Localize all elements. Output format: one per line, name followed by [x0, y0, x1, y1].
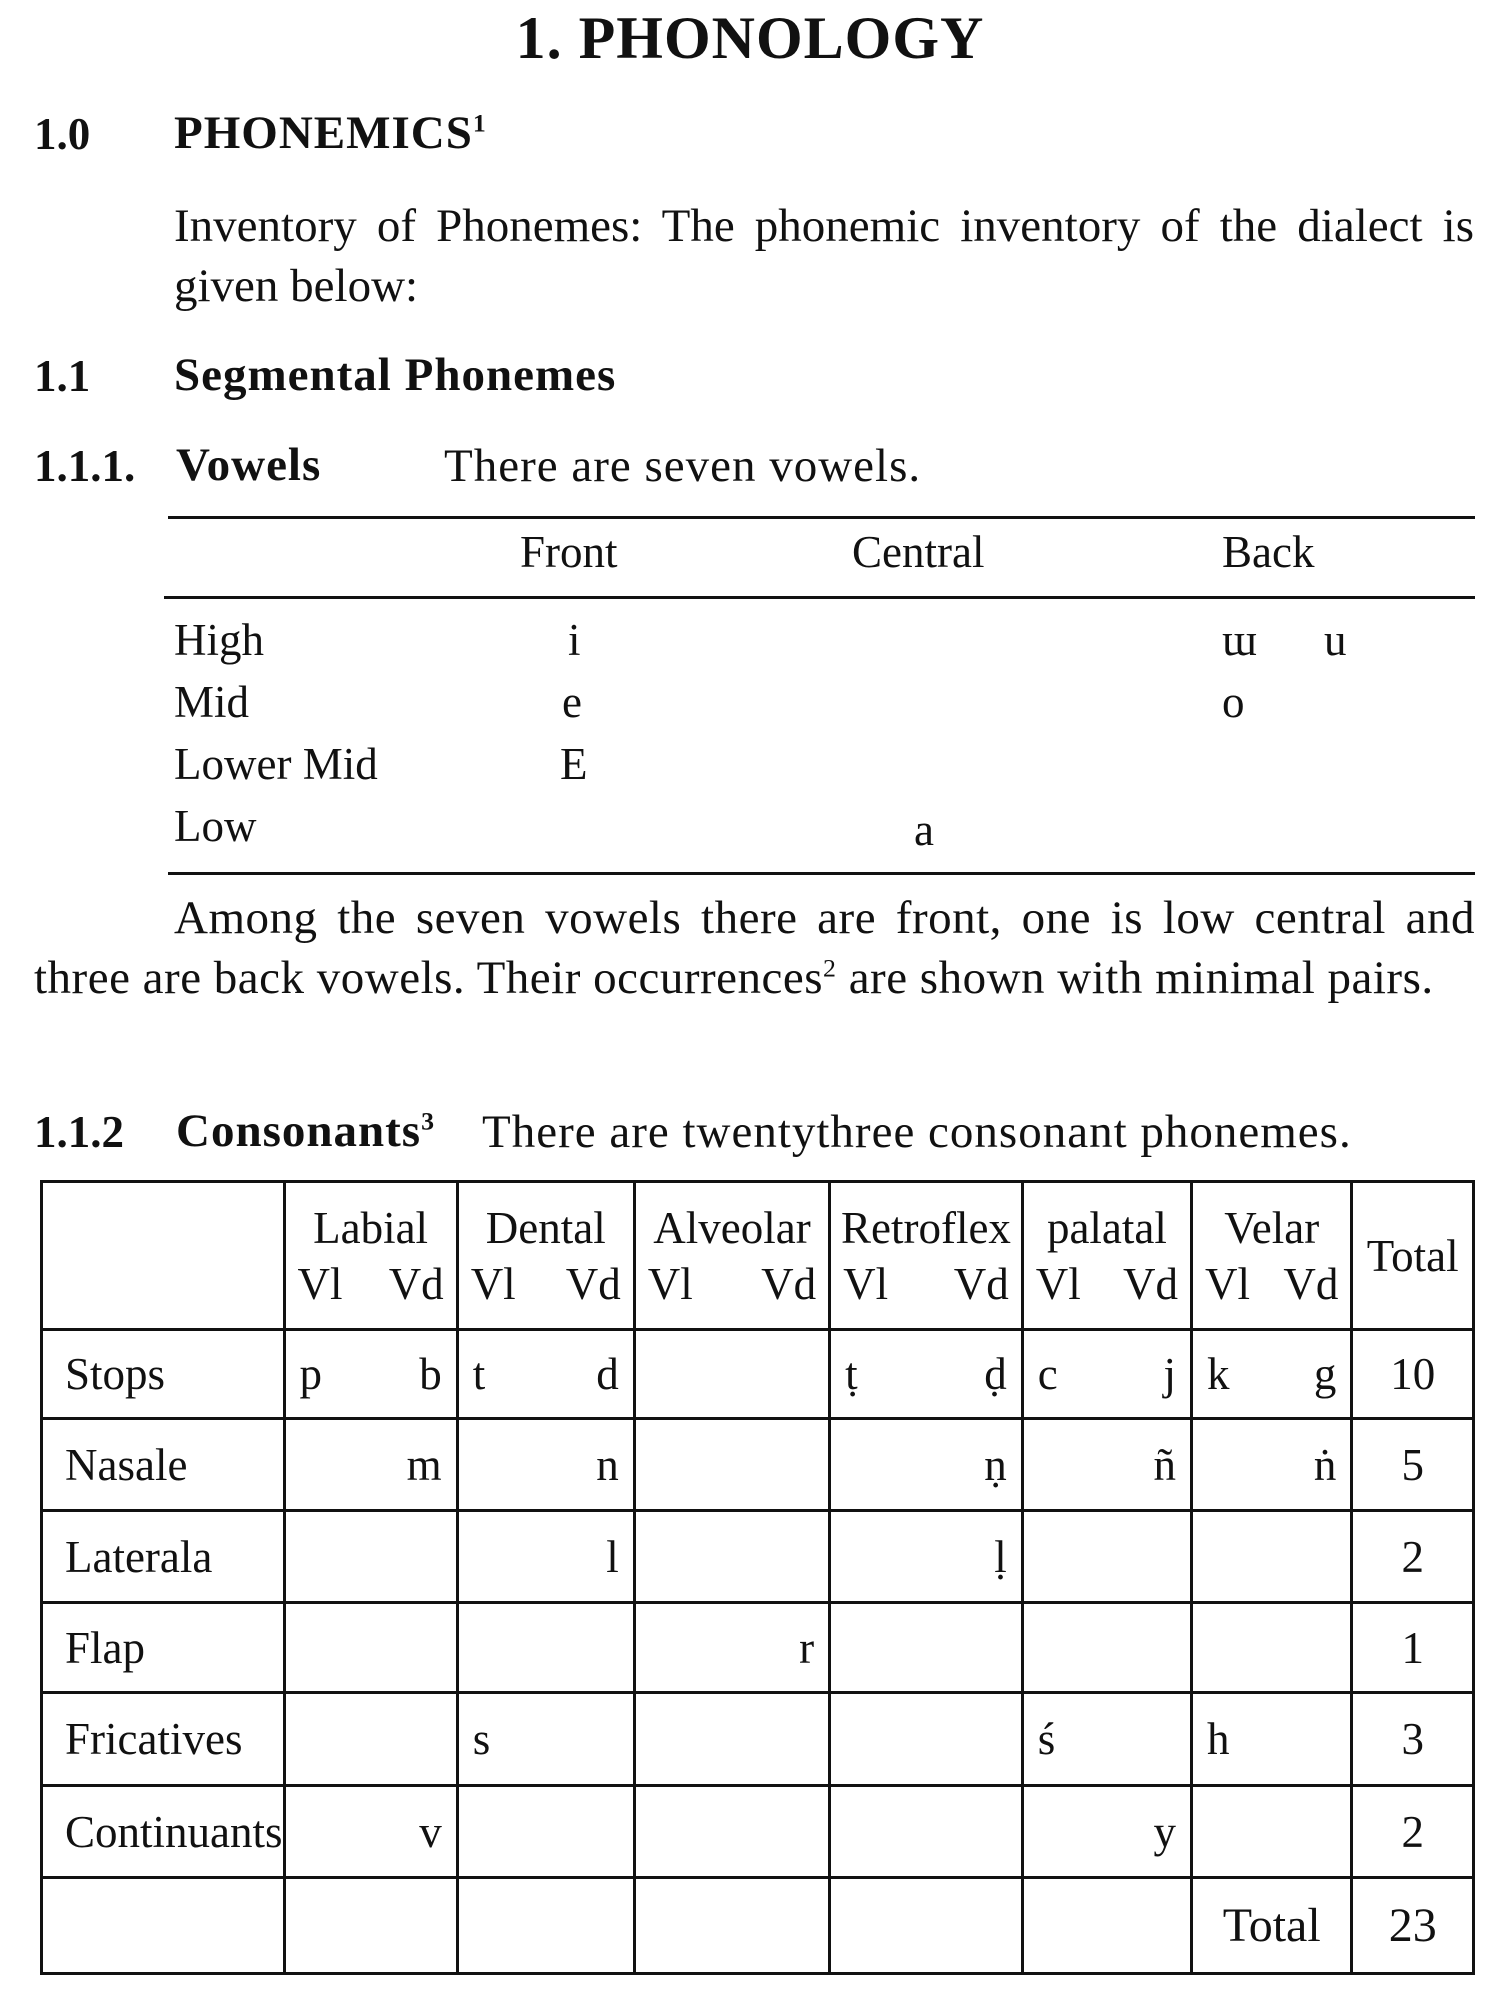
consonant-cell: n [457, 1419, 634, 1511]
consonant-row [42, 1786, 1474, 1878]
vowel-table-header-rule [164, 596, 1475, 599]
vowel-col-front: Front [520, 527, 618, 577]
header-blank [42, 1182, 285, 1330]
consonant-cell: ñ [1022, 1419, 1191, 1511]
consonant-cell: r [634, 1603, 829, 1693]
consonant-cell [284, 1693, 457, 1786]
consonant-row [42, 1511, 1474, 1603]
section-number-1-0: 1.0 [34, 109, 91, 159]
consonant-cell [284, 1603, 457, 1693]
consonant-cell: c j [1022, 1330, 1191, 1419]
consonant-cell: t d [457, 1330, 634, 1419]
consonant-row [42, 1693, 1474, 1786]
consonant-cell [457, 1603, 634, 1693]
manner-label: Stops [42, 1330, 285, 1419]
consonant-cell [1192, 1511, 1352, 1603]
row-total: 5 [1352, 1419, 1474, 1511]
place-header: Alveolar Vl Vd [634, 1182, 829, 1330]
place-header: Labial Vl Vd [284, 1182, 457, 1330]
consonant-cell [634, 1511, 829, 1603]
place-header: Retroflex Vl Vd [830, 1182, 1023, 1330]
vowel-row-label: Lower Mid [174, 739, 378, 789]
consonant-cell: m [284, 1419, 457, 1511]
empty-cell [457, 1878, 634, 1974]
consonant-cell: ṭ ḍ [830, 1330, 1023, 1419]
consonant-total-row [42, 1878, 1474, 1974]
consonant-row [42, 1603, 1474, 1693]
vowel-table-top-rule [168, 516, 1475, 519]
empty-cell [830, 1878, 1023, 1974]
consonant-cell [830, 1603, 1023, 1693]
vowel-row-label: Low [174, 801, 257, 851]
section-heading-vowels: Vowels [176, 439, 322, 491]
section-heading-segmental: Segmental Phonemes [174, 349, 617, 401]
vowel-cell: e [562, 677, 582, 727]
empty-cell [284, 1878, 457, 1974]
total-header: Total [1352, 1182, 1474, 1330]
consonant-cell [634, 1330, 829, 1419]
row-total: 2 [1352, 1511, 1474, 1603]
consonant-cell [830, 1693, 1023, 1786]
manner-label: Nasale [42, 1419, 285, 1511]
vowel-table-bottom-rule [168, 872, 1475, 875]
consonant-cell: ś [1022, 1693, 1191, 1786]
manner-label: Laterala [42, 1511, 285, 1603]
consonant-cell: ṇ [830, 1419, 1023, 1511]
place-header: Dental Vl Vd [457, 1182, 634, 1330]
grand-total-value: 23 [1352, 1878, 1474, 1974]
consonant-row [42, 1330, 1474, 1419]
consonant-cell [1022, 1511, 1191, 1603]
section-number-1-1-2: 1.1.2 [34, 1107, 124, 1157]
place-header: Velar Vl Vd [1192, 1182, 1352, 1330]
consonant-cell [830, 1786, 1023, 1878]
manner-label: Fricatives [42, 1693, 285, 1786]
consonant-cell [634, 1693, 829, 1786]
consonant-cell: k g [1192, 1330, 1352, 1419]
vowel-occurrence-paragraph: Among the seven vowels there are front, one is low central and three are back vowels. Their occurrences$^2$ are shown with minimal pairs. [34, 892, 1475, 1004]
page-title: 1. PHONOLOGY [515, 5, 985, 71]
row-total: 1 [1352, 1603, 1474, 1693]
vowel-cell: i [568, 615, 581, 665]
consonant-cell: h [1192, 1693, 1352, 1786]
section-number-1-1: 1.1 [34, 351, 91, 401]
consonant-cell: ṅ [1192, 1419, 1352, 1511]
consonant-cell [634, 1419, 829, 1511]
consonant-cell [1192, 1786, 1352, 1878]
section-heading-phonemics: PHONEMICS$^1$ [174, 107, 487, 159]
consonant-cell: s [457, 1693, 634, 1786]
consonant-cell: y [1022, 1786, 1191, 1878]
consonant-cell [634, 1786, 829, 1878]
vowel-cell: ɯ [1222, 615, 1258, 665]
consonant-cell [284, 1511, 457, 1603]
consonant-cell [1022, 1603, 1191, 1693]
vowel-col-central: Central [852, 527, 985, 577]
vowel-cell: a [914, 805, 934, 855]
manner-label: Continuants [42, 1786, 285, 1878]
consonant-cell: ḷ [830, 1511, 1023, 1603]
consonant-cell: v [284, 1786, 457, 1878]
empty-cell [42, 1878, 285, 1974]
section-heading-consonants: Consonants$^3$ [176, 1105, 436, 1157]
place-header: palatal Vl Vd [1022, 1182, 1191, 1330]
consonant-cell [1192, 1603, 1352, 1693]
vowel-cell: o [1222, 677, 1245, 727]
empty-cell [1022, 1878, 1191, 1974]
phonemics-paragraph: Inventory of Phonemes: The phonemic inventory of the dialect is given below: [174, 200, 1474, 312]
vowel-cell: E [560, 739, 588, 789]
consonants-description: There are twentythree consonant phonemes. [482, 1106, 1352, 1158]
row-total: 10 [1352, 1330, 1474, 1419]
consonant-cell: p b [284, 1330, 457, 1419]
section-number-1-1-1: 1.1.1. [34, 441, 136, 491]
consonant-cell: l [457, 1511, 634, 1603]
empty-cell [634, 1878, 829, 1974]
vowel-row-label: Mid [174, 677, 250, 727]
consonant-header-row [42, 1182, 1474, 1330]
vowels-description: There are seven vowels. [444, 440, 922, 492]
row-total: 3 [1352, 1693, 1474, 1786]
consonant-cell [457, 1786, 634, 1878]
manner-label: Flap [42, 1603, 285, 1693]
consonant-row [42, 1419, 1474, 1511]
consonant-table [40, 1180, 1475, 1975]
vowel-row-label: High [174, 615, 264, 665]
vowel-cell: u [1324, 615, 1347, 665]
grand-total-label: Total [1192, 1878, 1352, 1974]
row-total: 2 [1352, 1786, 1474, 1878]
vowel-col-back: Back [1222, 527, 1315, 577]
